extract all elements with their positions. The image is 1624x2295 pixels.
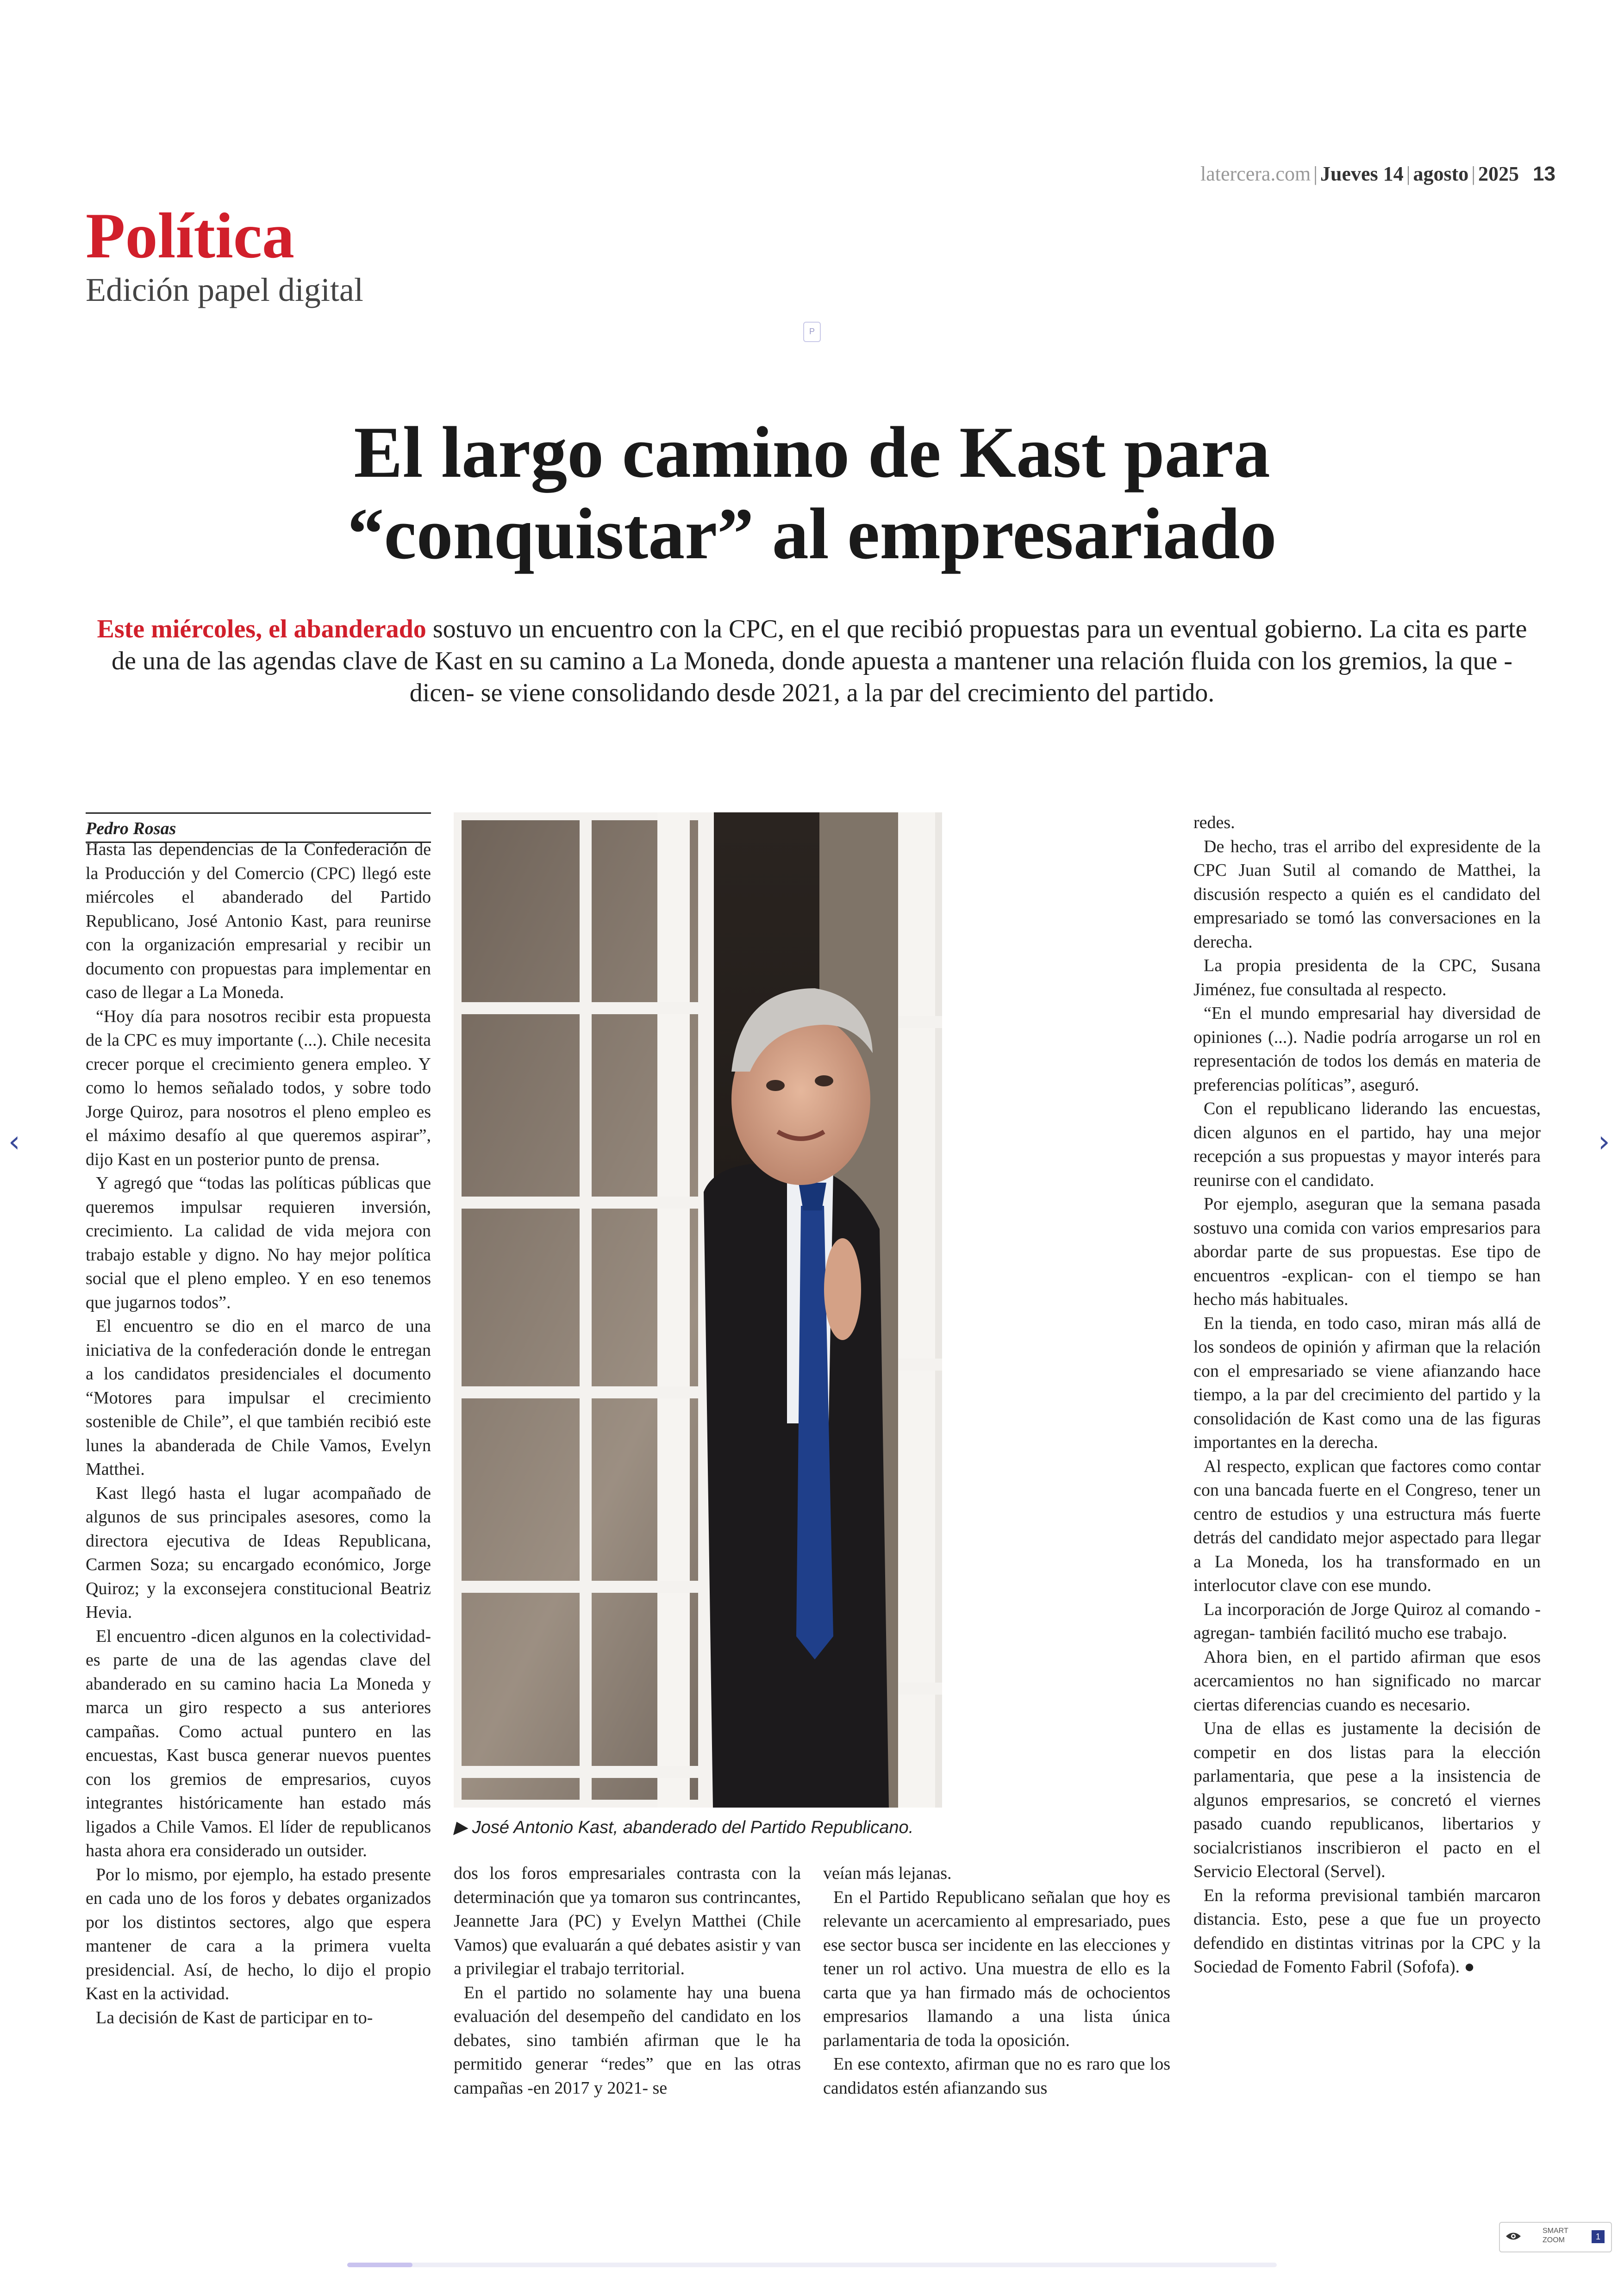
paragraph: En la tienda, en todo caso, miran más allá de los sondeos de opinión y afirman que la relación con el empresariado se viene afianzando hace tiempo, a la par del crecimiento del partido y la consolidación de Kast como una de las figuras importantes en la derecha. [1193, 1313, 1541, 1452]
headline-line-2: “conquistar” al empresariado [347, 493, 1277, 574]
paragraph: En ese contexto, afirman que no es raro que los candidatos estén afianzando sus [823, 2054, 1170, 2098]
paragraph: La propia presidenta de la CPC, Susana Jiménez, fue consultada al respecto. [1193, 956, 1541, 999]
paragraph: El encuentro se dio en el marco de una iniciativa de la confederación donde le entregan a los candidatos presidenciales el documento “Motores para impulsar el crecimiento sostenible de Chile”, el que también recibió este lunes la abanderada de Chile Vamos, Evelyn Matthei. [86, 1316, 431, 1479]
article-deck [93, 613, 1531, 709]
page-header: latercera.com | Jueves 14 | agosto | 2025 13 [1200, 162, 1555, 185]
paragraph: Por ejemplo, aseguran que la semana pasada sostuvo una comida con varios empresarios para abordar parte de sus propuestas. Ese tipo de encuentros -explican- con el tiempo se han hecho más habituales. [1193, 1194, 1541, 1309]
article-headline [93, 412, 1531, 575]
paragraph: En la reforma previsional también marcaron distancia. Esto, pese a que fue un proyecto defendido en distintas vitrinas por la CPC y la Sociedad de Fomento Fabril (Sofofa). ● [1193, 1885, 1541, 1977]
article-column-3 [823, 1862, 1170, 2100]
photo-caption: ▶ José Antonio Kast, abanderado del Partido Republicano. [454, 1818, 914, 1837]
header-month: agosto [1413, 162, 1469, 185]
eye-icon [1505, 2229, 1521, 2245]
paragraph: Al respecto, explican que factores como contar con una bancada fuerte en el Congreso, tener un centro de estudios y una estructura más fuerte detrás del candidato mejor aspectado para llegar a La Moneda, los ha transformado en un interlocutor clave con ese mundo. [1193, 1456, 1541, 1595]
paragraph: La decisión de Kast de participar en to- [96, 2008, 373, 2027]
photo-illustration [454, 812, 942, 1808]
paragraph: redes. [1193, 813, 1235, 832]
smart-zoom-toggle[interactable]: 1 [1592, 2230, 1605, 2243]
deck-lead: Este miércoles, el abanderado [97, 615, 426, 643]
paragraph: Hasta las dependencias de la Confederación de la Producción y del Comercio (CPC) llegó este miércoles el abanderado del Partido Republicano, José Antonio Kast, para reunirse con la organización empresarial y recibir un documento con propuestas para implementar en caso de llegar a La Moneda. [86, 840, 431, 1002]
article-column-4 [1193, 811, 1541, 1979]
site-name: latercera.com [1200, 162, 1311, 185]
deck-text: sostuvo un encuentro con la CPC, en el que recibió propuestas para un eventual gobierno. La cita es parte de una de las agendas clave de Kast en su camino a La Moneda, donde apuesta a mantener una relación fluida con los gremios, la que -dicen- se viene consolidando desde 2021, a la par del crecimiento del partido. [112, 615, 1527, 707]
headline-line-1: El largo camino de Kast para [354, 412, 1270, 493]
smart-zoom-control[interactable] [1499, 2222, 1612, 2252]
paragraph: Ahora bien, en el partido afirman que esos acercamientos no han significado no marcar ciertas diferencias cuando es necesario. [1193, 1647, 1541, 1715]
paragraph: Una de ellas es justamente la decisión de competir en dos listas para la elección parlamentaria, que pese a la insistencia de algunos empresarios, se concretó el viernes pasado cuando republicanos, libertarios y socialcristianos inscribieron el pacto en el Servicio Electoral (Servel). [1193, 1719, 1541, 1881]
paragraph: La incorporación de Jorge Quiroz al comando -agregan- también facilitó mucho ese trabajo. [1193, 1599, 1541, 1643]
next-page-chevron-icon[interactable]: › [1598, 1125, 1610, 1159]
paragraph: Kast llegó hasta el lugar acompañado de algunos de sus principales asesores, como la directora ejecutiva de Ideas Republicana, Carmen Soza; su encargado económico, Jorge Quiroz; y la exconsejera constitucional Beatriz Hevia. [86, 1483, 431, 1622]
paragraph: “Hoy día para nosotros recibir esta propuesta de la CPC es muy importante (...). Chile necesita crecer porque el crecimiento genera empleo. Y como lo hemos señalado todos, y sobre todo Jorge Quiroz, para nosotros el pleno empleo es el máximo desafío al que queremos aspirar”, dijo Kast en un posterior punto de prensa. [86, 1006, 431, 1169]
edition-label: Edición papel digital [86, 271, 363, 308]
section-title: Política [86, 200, 294, 272]
reading-progress-bar[interactable] [347, 2263, 1277, 2267]
paragraph: “En el mundo empresarial hay diversidad de opiniones (...). Nadie podría arrogarse un rol en representación de todos los demás en materia de preferencias políticas”, aseguró. [1193, 1004, 1541, 1095]
paragraph: Y agregó que “todas las políticas públicas que queremos impulsar requieren inversión, crecimiento. La calidad de vida mejora con trabajo estable y digno. No hay mejor política social que el pleno empleo. Y en eso tenemos que jugarnos todos”. [86, 1173, 431, 1312]
paragraph: En el Partido Republicano señalan que hoy es relevante un acercamiento al empresariado, pues ese sector busca ser incidente en las elecciones y tener un rol activo. Una muestra de ello es la carta que ya han firmado más de ochocientos empresarios llamando a una lista única parlamentaria de toda la oposición. [823, 1887, 1170, 2050]
article-photo [454, 812, 942, 1808]
page-number: 13 [1533, 162, 1555, 185]
paragraph: Por lo mismo, por ejemplo, ha estado presente en cada uno de los foros y debates organizados por los distintos sectores, algo que espera mantener de cara a la primera vuelta presidencial. Así, de hecho, lo dijo el propio Kast en la actividad. [86, 1865, 431, 2003]
article-column-2 [454, 1862, 801, 2100]
reading-progress-fill [347, 2263, 412, 2267]
byline: Pedro Rosas [86, 812, 431, 843]
paragraph: De hecho, tras el arribo del expresidente de la CPC Juan Sutil al comando de Matthei, la discusión respecto a quién es el candidato del empresariado se tomó las conversaciones en la derecha. [1193, 836, 1541, 952]
paragraph: dos los foros empresariales contrasta con la determinación que ya tomaron sus contrincantes, Jeannette Jara (PC) y Evelyn Matthei (Chile Vamos) que evaluarán a qué debates asistir y van a privilegiar el trabajo territorial. [454, 1864, 801, 1978]
paragraph: El encuentro -dicen algunos en la colectividad- es parte de una de las agendas clave del abanderado en su camino hacia La Moneda y marca un giro respecto a sus anteriores campañas. Como actual puntero en las encuestas, Kast busca generar nuevos puentes con los gremios de empresarios, cuyos integrantes históricamente han estado más ligados a Chile Vamos. El líder de republicanos hasta ahora era considerado un outsider. [86, 1626, 431, 1860]
article-column-1 [86, 838, 431, 2122]
header-day: Jueves 14 [1320, 162, 1404, 185]
smart-zoom-label: SMART ZOOM [1543, 2227, 1568, 2244]
header-year: 2025 [1478, 162, 1519, 185]
paragraph: En el partido no solamente hay una buena evaluación del desempeño del candidato en los debates, sino también afirman que le ha permitido generar “redes” que en las otras campañas -en 2017 y 2021- se [454, 1983, 801, 2098]
previous-page-chevron-icon[interactable]: ‹ [8, 1125, 20, 1159]
paragraph: veían más lejanas. [823, 1864, 952, 1883]
paragraph: Con el republicano liderando las encuestas, dicen algunos en el partido, hay una mejor recepción a sus propuestas y mayor interés para reunirse con el candidato. [1193, 1099, 1541, 1190]
page-marker[interactable]: P [803, 322, 821, 342]
